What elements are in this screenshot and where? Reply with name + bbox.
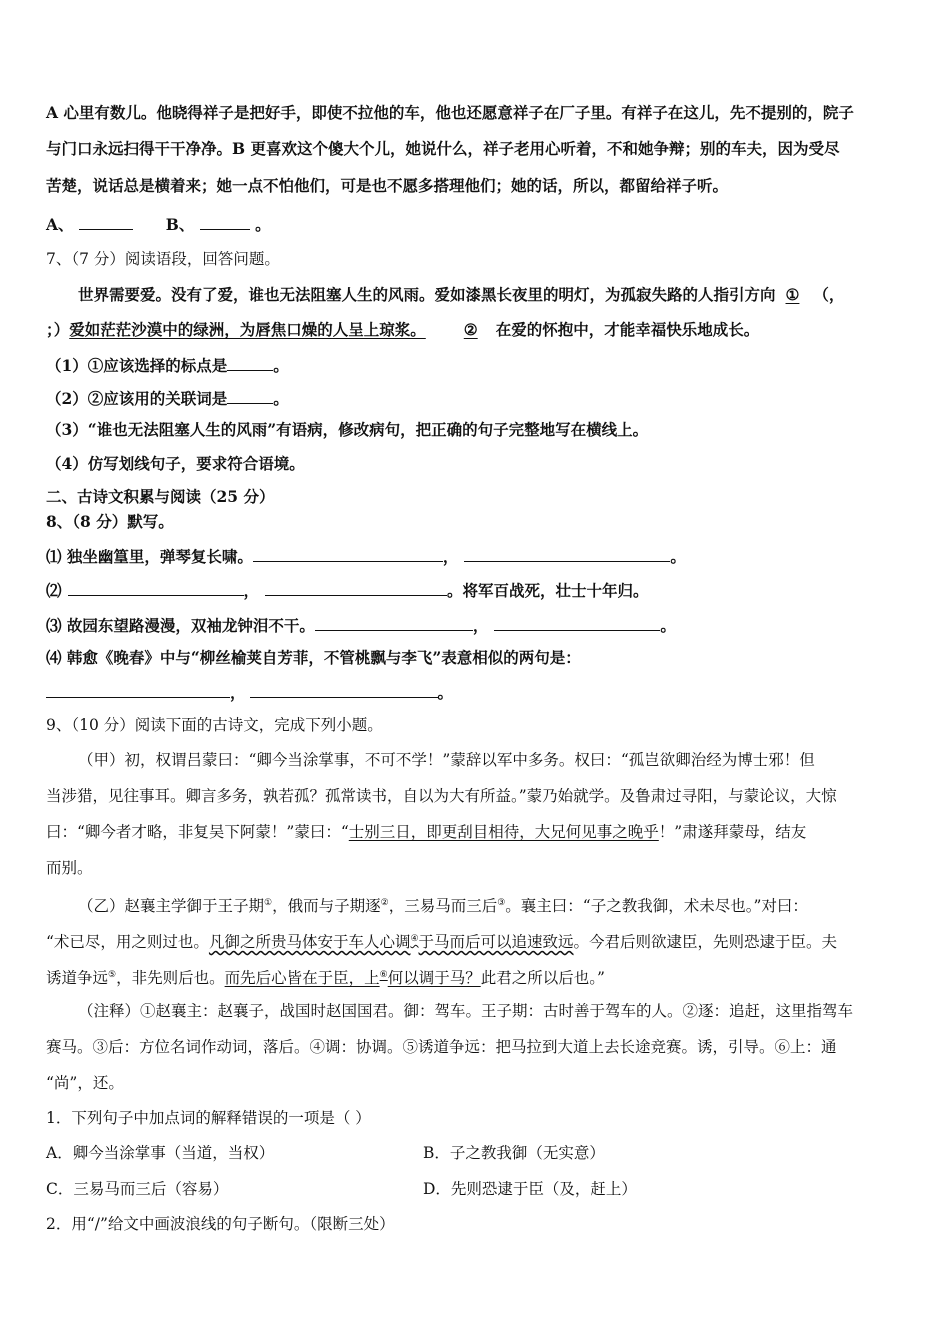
q7-passage-line-1 [78,285,844,305]
q8-line-2-text: 。将军百战死，壮士十年归。 [447,581,649,600]
q8-title: 8、（8 分）默写。 [46,512,174,531]
q9-jia-line-4: 而别。 [46,859,93,877]
q8-blank-6[interactable] [494,614,660,631]
q7-sub-1-text: （1）①应该选择的标点是 [46,356,228,375]
q8-line-4-answers [46,681,453,703]
q7-sub-2 [46,387,289,409]
q9-title: 9、（10 分）阅读下面的古诗文，完成下列小题。 [46,716,383,734]
q9-jia-underlined: 士别三日，即更刮目相待，大兄何见事之晚乎 [348,823,659,841]
footnote-1: ① [264,898,273,908]
option-c[interactable]: C．三易马而三后（容易） [46,1180,229,1198]
q7-sub-2-blank[interactable] [227,387,273,404]
q6-answer-b-blank[interactable] [200,213,250,230]
q9-options-row-2 [46,1179,637,1199]
q9-note-line-1: （注释）①赵襄主：赵襄子，战国时赵国国君。御：驾车。王子期：古时善于驾车的人。②逐：追赶，这里指驾车 [78,1002,854,1020]
q9-jia-line-2: 当涉猎，见往事耳。卿言多务，孰若孤？孤常读书，自以为大有所益。”蒙乃始就学。及鲁肃过寻阳，与蒙论议，大惊 [46,787,837,805]
q8-period-1: 。 [670,547,686,566]
q8-blank-2[interactable] [464,545,670,562]
q8-comma-3: ， [472,616,489,635]
q7-blank-1[interactable]: ① [785,285,800,304]
q9-options-row-1 [46,1143,605,1163]
q9-note-line-3: “尚”，还。 [46,1074,124,1092]
q8-line-2-num: ⑵ [46,581,62,600]
section-2-title: 二、古诗文积累与阅读（25 分） [46,487,275,506]
q8-blank-1[interactable] [253,545,443,562]
q6-answer-line [46,213,271,235]
q7-sub-4: （4）仿写划线句子，要求符合语境。 [46,454,305,473]
q9-yi-text-2a: “术已尽，用之则过也。 [46,933,209,952]
q9-jia-line-1: （甲）初，权谓吕蒙曰：“卿今当涂掌事，不可不学！”蒙辞以军中多务。权曰：“孤岂欲卿治经为博士邪！但 [78,751,815,769]
q9-yi-text-3b: ，非先则后也。 [116,969,225,988]
q7-passage-text-1b: （， [813,285,845,304]
q9-yi-text-1c: ，三易马而三后 [388,897,498,916]
q8-line-3 [46,614,676,636]
footnote-3: ③ [497,898,506,908]
q7-passage-text-2b: 在爱的怀抱中，才能幸福快乐地成长。 [495,320,760,339]
q9-yi-line-3 [46,965,605,988]
footnote-2: ② [380,898,389,908]
q6-answer-end: 。 [255,215,271,234]
q7-passage-text-2a: ；） [46,320,70,339]
q7-passage-line-2 [46,320,759,340]
q8-comma-4: ， [230,683,246,702]
q6-answer-a-blank[interactable] [79,213,133,230]
q9-yi-text-3a: 诱道争远 [46,969,109,988]
option-d[interactable]: D．先则恐逮于臣（及，赶上） [423,1180,637,1198]
q7-sub-1 [46,354,289,376]
q7-sub-1-blank[interactable] [227,354,273,371]
q7-sub-1-end: 。 [273,356,289,375]
q8-blank-3[interactable] [68,579,244,596]
q9-yi-text-1b: ，俄而与子期逐 [272,897,381,916]
q8-comma-1: ， [442,547,459,566]
footnote-4: ④ [410,934,419,944]
q8-comma-2: ， [243,581,260,600]
q6-answer-b-label: B、 [165,215,195,234]
q9-subquestion-1: 1．下列句子中加点词的解释错误的一项是（ ） [46,1109,371,1127]
q9-wavy-sentence-2: 于马而后可以追速致远 [418,933,574,952]
q8-blank-7[interactable] [46,681,230,698]
q9-yi-text-1d: 。襄主曰：“子之教我御，术未尽也。”对曰： [505,897,808,916]
q8-blank-5[interactable] [315,614,473,631]
q8-line-2 [46,579,649,601]
q7-sub-2-end: 。 [273,389,289,408]
q8-line-1 [46,545,686,567]
q8-period-4: 。 [437,683,454,702]
q8-blank-8[interactable] [250,681,438,698]
q9-yi-text-1a: （乙）赵襄主学御于王子期 [78,897,265,916]
option-a[interactable]: A．卿今当涂掌事（当道，当权） [46,1144,275,1162]
q7-passage-text-1: 世界需要爱。没有了爱，谁也无法阻塞人生的风雨。爱如漆黑长夜里的明灯，为孤寂失路的人指引方向 [78,285,776,304]
q9-jia-line-3 [46,822,806,842]
q9-jia-line-3a: 曰：“卿今者才略，非复吴下阿蒙！”蒙曰：“ [46,823,349,841]
q8-line-4: ⑷ 韩愈《晚春》中与“柳丝榆荚自芳菲，不管桃飘与李飞”表意相似的两句是： [46,648,581,667]
q8-blank-4[interactable] [265,579,447,596]
q6-answer-a-label: A、 [46,215,74,234]
q6-line-2: 与门口永远扫得干干净净。B 更喜欢这个傻大个儿，她说什么，祥子老用心听着，不和她争辩；别的车夫，因为受尽 [46,139,840,158]
option-b[interactable]: B．子之教我御（无实意） [423,1144,605,1162]
q9-subquestion-2: 2．用“/”给文中画波浪线的句子断句。（限断三处） [46,1215,395,1233]
q7-title: 7、（7 分）阅读语段，回答问题。 [46,250,280,268]
footnote-5: ⑤ [108,970,117,980]
q9-wavy-sentence-1: 凡御之所贵马体安于车人心调 [208,933,411,952]
q7-sub-3: （3）“谁也无法阻塞人生的风雨”有语病，修改病句，把正确的句子完整地写在横线上。 [46,420,649,439]
q9-yi-text-3c: 此君之所以后也。” [480,969,605,988]
q6-line-1: A 心里有数儿。他晓得祥子是把好手，即使不拉他的车，他也还愿意祥子在厂子里。有祥子在这儿，先不提别的，院子 [46,103,854,122]
q7-sub-2-text: （2）②应该用的关联词是 [46,389,228,408]
q9-yi-line-1 [78,893,808,916]
q8-period-3: 。 [660,616,676,635]
q6-line-3: 苦楚，说话总是横着来；她一点不怕他们，可是也不愿多搭理他们；她的话，所以，都留给祥子听。 [46,176,729,195]
footnote-6: ⑥ [379,970,388,980]
q7-blank-2[interactable]: ② [463,320,478,339]
q9-yi-underlined-1: 而先后心皆在于臣，上 [224,969,380,988]
q9-jia-line-3b: ！”肃遂拜蒙母，结友 [658,823,807,841]
q9-yi-text-2b: 。今君后则欲逮臣，先则恐逮于臣。夫 [573,933,838,952]
q9-yi-line-2 [46,929,837,952]
q7-underlined-sentence: 爱如茫茫沙漠中的绿洲，为唇焦口燥的人呈上琼浆。 [69,320,426,339]
q8-line-3-text: ⑶ 故园东望路漫漫，双袖龙钟泪不干。 [46,616,315,635]
q9-yi-underlined-2: 何以调于马？ [387,969,481,988]
q9-note-line-2: 赛马。③后：方位名词作动词，落后。④调：协调。⑤诱道争远：把马拉到大道上去长途竞赛。诱，引导。⑥上：通 [46,1038,837,1056]
q8-line-1-text: ⑴ 独坐幽篁里，弹琴复长啸。 [46,547,253,566]
